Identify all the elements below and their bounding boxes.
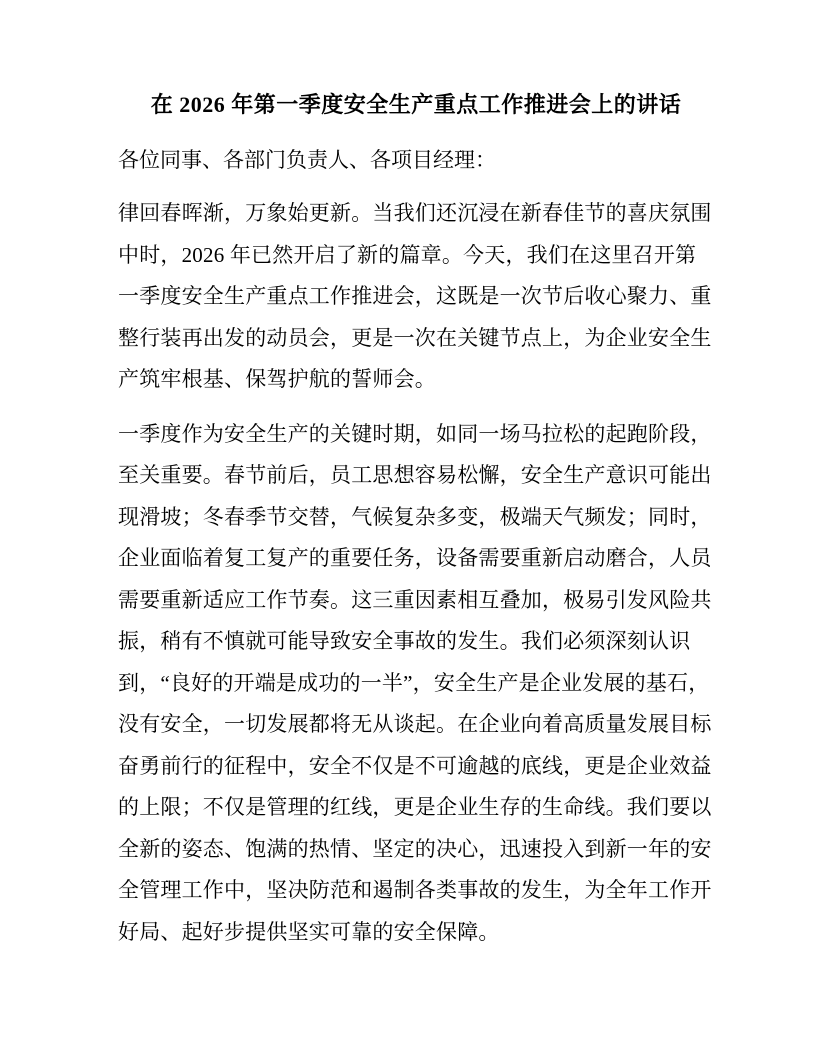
salutation-line: 各位同事、各部门负责人、各项目经理：	[118, 148, 496, 172]
paragraph-body: 一季度作为安全生产的关键时期，如同一场马拉松的起跑阶段，至关重要。春节前后，员工思想容易松懈，安全生产意识可能出现滑坡；冬春季节交替，气候复杂多变，极端天气频发；同时，企业面临着复工复产的重要任务，设备需要重新启动磨合，人员需要重新适应工作节奏。这三重因素相互叠加，极易引发风险共振，稍有不慎就可能导致安全事故的发生。我们必须深刻认识到，“良好的开端是成功的一半”，安全生产是企业发展的基石，没有安全，一切发展都将无从谈起。在企业向着高质量发展目标奋勇前行的征程中，安全不仅是不可逾越的底线，更是企业效益的上限；不仅是管理的红线，更是企业生存的生命线。我们要以全新的姿态、饱满的热情、坚定的决心，迅速投入到新一年的安全管理工作中，坚决防范和遏制各类事故的发生，为全年工作开好局、起好步提供坚实可靠的安全保障。	[118, 421, 712, 944]
paragraph-opening: 律回春晖渐，万象始更新。当我们还沉浸在新春佳节的喜庆氛围中时，2026 年已然开启了新的篇章。今天，我们在这里召开第一季度安全生产重点工作推进会，这既是一次节后收心聚力、重整行装再出发的动员会，更是一次在关键节点上，为企业安全生产筑牢根基、保驾护航的誓师会。	[118, 201, 712, 391]
document-title: 在 2026 年第一季度安全生产重点工作推进会上的讲话	[150, 92, 682, 117]
